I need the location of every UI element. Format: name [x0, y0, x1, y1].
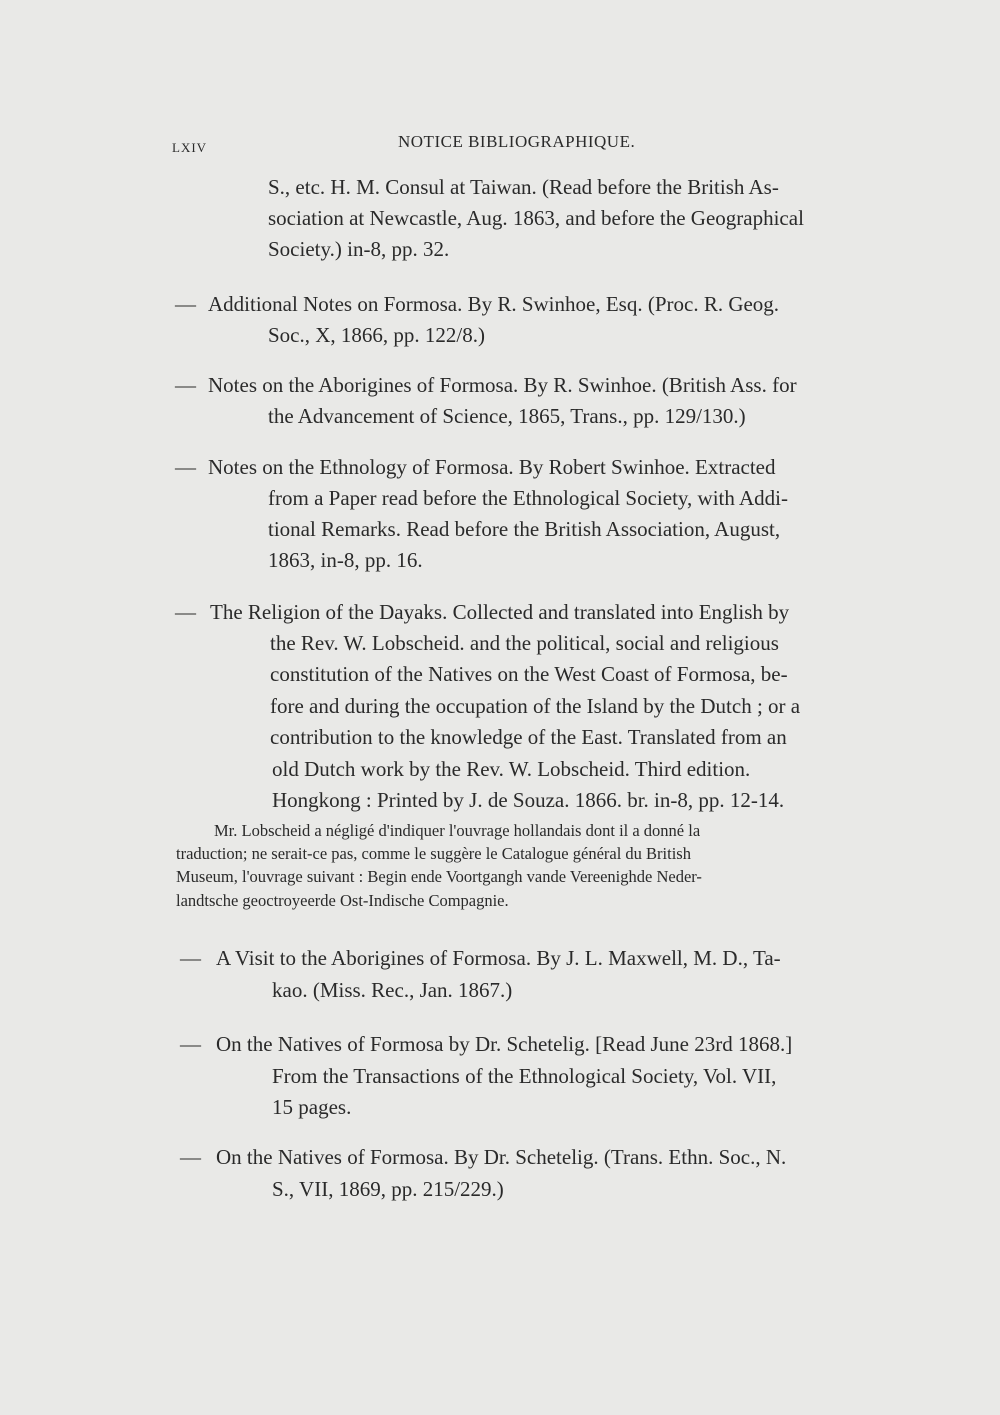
- entry-dash: —: [180, 1032, 201, 1056]
- entry-line: the Rev. W. Lobscheid. and the political, social and religious: [270, 631, 779, 655]
- entry-dash: —: [180, 946, 201, 970]
- entry-line: tional Remarks. Read before the British Association, August,: [268, 517, 781, 541]
- entry-dash: —: [175, 600, 196, 624]
- entry-line: Notes on the Ethnology of Formosa. By Robert Swinhoe. Extracted: [208, 455, 776, 479]
- note-line: Mr. Lobscheid a négligé d'indiquer l'ouvrage hollandais dont il a donné la: [214, 821, 701, 840]
- entry-dash: —: [175, 455, 196, 479]
- entry-line: On the Natives of Formosa by Dr. Schetelig. [Read June 23rd 1868.]: [216, 1032, 793, 1056]
- entry-line: Hongkong : Printed by J. de Souza. 1866. br. in-8, pp. 12-14.: [272, 788, 785, 812]
- entry-line: 15 pages.: [272, 1095, 352, 1119]
- entry-line: S., etc. H. M. Consul at Taiwan. (Read before the British As-: [268, 175, 779, 199]
- entry-line: Society.) in-8, pp. 32.: [268, 237, 450, 261]
- entry-line: On the Natives of Formosa. By Dr. Schetelig. (Trans. Ethn. Soc., N.: [216, 1145, 787, 1169]
- entry-dash: —: [175, 292, 196, 316]
- running-title: NOTICE BIBLIOGRAPHIQUE.: [398, 132, 636, 151]
- note-line: landtsche geoctroyeerde Ost-Indische Compagnie.: [176, 891, 509, 910]
- entry-dash: —: [175, 373, 196, 397]
- entry-line: contribution to the knowledge of the East. Translated from an: [270, 725, 787, 749]
- entry-line: 1863, in-8, pp. 16.: [268, 548, 423, 572]
- entry-line: old Dutch work by the Rev. W. Lobscheid. Third edition.: [272, 757, 751, 781]
- entry-line: Soc., X, 1866, pp. 122/8.): [268, 323, 485, 347]
- entry-line: constitution of the Natives on the West Coast of Formosa, be-: [270, 662, 788, 686]
- entry-line: from a Paper read before the Ethnological Society, with Addi-: [268, 486, 788, 510]
- entry-dash: —: [180, 1145, 201, 1169]
- entry-line: Additional Notes on Formosa. By R. Swinhoe, Esq. (Proc. R. Geog.: [208, 292, 780, 316]
- page-number: LXIV: [172, 140, 208, 155]
- note-line: Museum, l'ouvrage suivant : Begin ende Voortgangh vande Vereenighde Neder-: [176, 867, 702, 886]
- entry-line: S., VII, 1869, pp. 215/229.): [272, 1177, 504, 1201]
- entry-line: fore and during the occupation of the Island by the Dutch ; or a: [270, 694, 801, 718]
- entry-line: the Advancement of Science, 1865, Trans., pp. 129/130.): [268, 404, 746, 428]
- entry-line: From the Transactions of the Ethnological Society, Vol. VII,: [272, 1064, 777, 1088]
- entry-line: sociation at Newcastle, Aug. 1863, and before the Geographical: [268, 206, 804, 230]
- entry-line: The Religion of the Dayaks. Collected and translated into English by: [210, 600, 790, 624]
- entry-line: kao. (Miss. Rec., Jan. 1867.): [272, 978, 513, 1002]
- entry-line: Notes on the Aborigines of Formosa. By R. Swinhoe. (British Ass. for: [208, 373, 797, 397]
- note-line: traduction; ne serait-ce pas, comme le suggère le Catalogue général du British: [176, 844, 691, 863]
- entry-line: A Visit to the Aborigines of Formosa. By J. L. Maxwell, M. D., Ta-: [216, 946, 781, 970]
